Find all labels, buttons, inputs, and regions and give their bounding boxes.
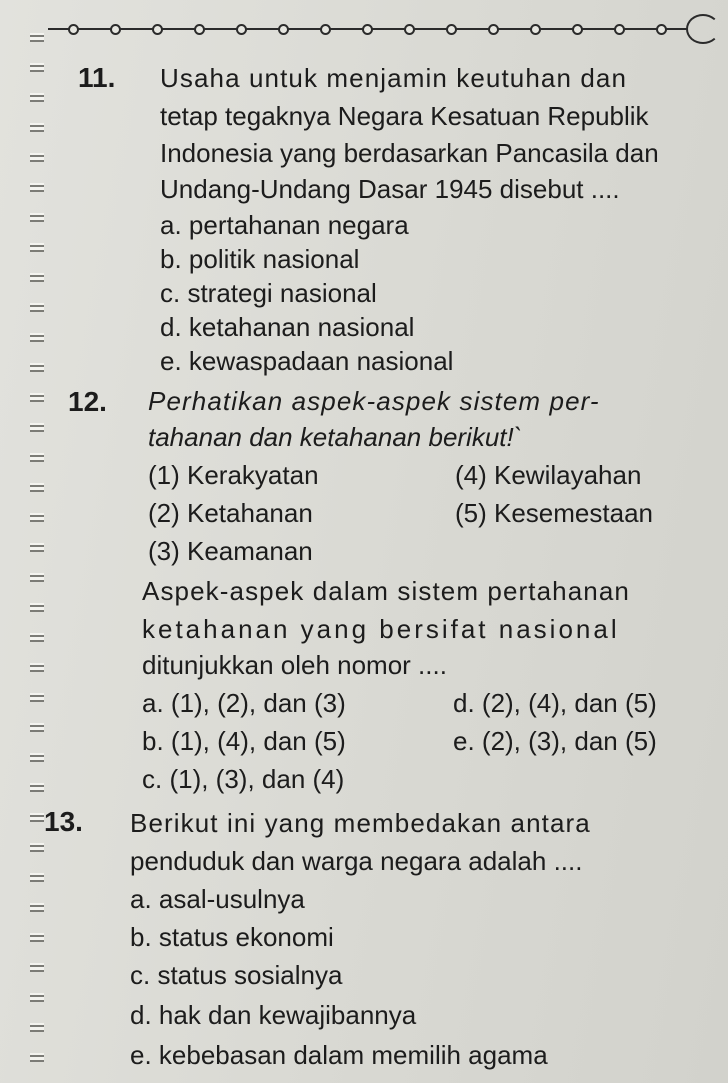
question-11-option-d: d. ketahanan nasional (160, 312, 415, 342)
decorative-dot (278, 24, 289, 35)
question-11-option-e: e. kewaspadaan nasional (160, 346, 454, 376)
question-12-line-2: ketahanan yang bersifat nasional (142, 614, 620, 644)
decorative-dot (530, 24, 541, 35)
decorative-dot (614, 24, 625, 35)
question-11-option-b: b. politik nasional (160, 244, 360, 274)
decorative-dot (572, 24, 583, 35)
decorative-dot (320, 24, 331, 35)
question-13-line-2: penduduk dan warga negara adalah .... (130, 846, 583, 876)
decorative-dot (68, 24, 79, 35)
question-12-number: 12. (68, 386, 107, 417)
question-13-option-d: d. hak dan kewajibannya (130, 1000, 417, 1030)
question-12-option-a: a. (1), (2), dan (3) (142, 688, 346, 718)
decorative-dot (110, 24, 121, 35)
decorative-dot (404, 24, 415, 35)
aspect-4: (4) Kewilayahan (455, 460, 642, 490)
question-12-option-d: d. (2), (4), dan (5) (453, 688, 657, 718)
question-13-line-1: Berikut ini yang membedakan antara (130, 808, 591, 838)
decorative-dot (152, 24, 163, 35)
question-11-option-a: a. pertahanan negara (160, 210, 409, 240)
question-11-line-3: Indonesia yang berdasarkan Pancasila dan (160, 138, 659, 168)
question-11-line-2: tetap tegaknya Negara Kesatuan Republik (160, 101, 649, 131)
question-13-option-b: b. status ekonomi (130, 922, 334, 952)
spiral-binding (30, 28, 44, 1078)
question-12-line-1: Aspek-aspek dalam sistem pertahanan (142, 576, 630, 606)
question-12-option-c: c. (1), (3), dan (4) (142, 764, 345, 794)
decorative-dot (488, 24, 499, 35)
question-11-option-c: c. strategi nasional (160, 278, 377, 308)
question-13-option-e: e. kebebasan dalam memilih agama (130, 1040, 548, 1070)
decorative-dot (194, 24, 205, 35)
aspect-5: (5) Kesemestaan (455, 498, 653, 528)
question-12-option-b: b. (1), (4), dan (5) (142, 726, 346, 756)
aspect-1: (1) Kerakyatan (148, 460, 319, 490)
decorative-dot (656, 24, 667, 35)
question-12-line-3: ditunjukkan oleh nomor .... (142, 650, 447, 680)
aspect-3: (3) Keamanan (148, 536, 313, 566)
decorative-curl (686, 14, 720, 44)
question-11-number: 11. (78, 62, 116, 93)
question-12-option-e: e. (2), (3), dan (5) (453, 726, 657, 756)
question-11-line-4: Undang-Undang Dasar 1945 disebut .... (160, 174, 620, 204)
question-12-intro-line-1: Perhatikan aspek-aspek sistem per- (148, 386, 600, 416)
question-13-number: 13. (44, 806, 83, 837)
question-13-option-c: c. status sosialnya (130, 960, 343, 990)
decorative-dot (362, 24, 373, 35)
question-12-intro-line-2: tahanan dan ketahanan berikut!` (148, 422, 523, 452)
question-13-option-a: a. asal-usulnya (130, 884, 305, 914)
question-11-line-1: Usaha untuk menjamin keutuhan dan (160, 63, 628, 93)
decorative-dot (236, 24, 247, 35)
aspect-2: (2) Ketahanan (148, 498, 313, 528)
decorative-dot-border (48, 22, 688, 36)
decorative-dot (446, 24, 457, 35)
